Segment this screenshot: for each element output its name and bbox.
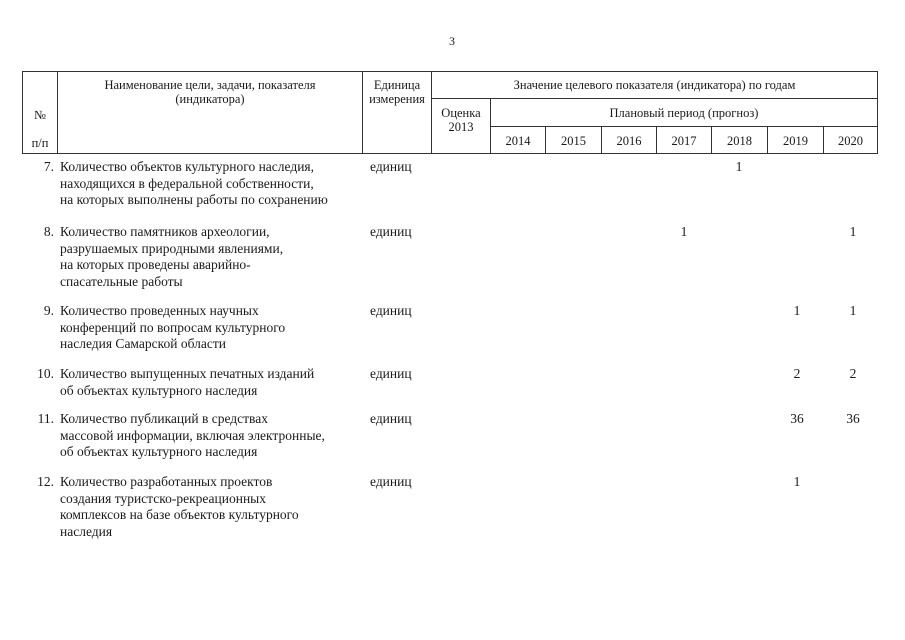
header-unit: Единица измерения <box>369 78 425 106</box>
row-name-line: спасательные работы <box>60 273 183 289</box>
row-name-line: на которых выполнены работы по сохранению <box>60 192 328 207</box>
row-value-2019: 36 <box>790 411 804 426</box>
divider <box>431 98 877 99</box>
row-unit: единиц <box>370 366 412 381</box>
row-name-line: находящихся в федеральной собственности, <box>60 175 314 191</box>
row-unit: единиц <box>370 411 412 426</box>
row-value-2019: 2 <box>793 366 801 381</box>
row-name-line: Количество проведенных научных <box>60 303 259 318</box>
header-estimate-year: 2013 <box>448 120 474 134</box>
header-estimate-label: Оценка <box>441 106 481 120</box>
row-name-line: наследия <box>60 523 113 539</box>
row-number: 11. <box>37 411 54 426</box>
row-name-line: на которых проведены аварийно- <box>60 257 251 272</box>
row-unit: единиц <box>370 159 412 174</box>
row-name <box>60 411 360 461</box>
row-value-2020: 1 <box>849 224 857 239</box>
row-name-line: Количество разработанных проектов <box>60 474 273 489</box>
row-name-line: об объектах культурного наследия <box>60 382 258 398</box>
row-name-line: конференций по вопросам культурного <box>60 319 286 335</box>
row-value-2020: 1 <box>849 303 857 318</box>
row-name <box>60 159 360 209</box>
row-name <box>60 366 360 399</box>
header-year: 2016 <box>616 134 642 148</box>
row-value-2018: 1 <box>735 159 743 174</box>
row-name-line: Количество объектов культурного наследия, <box>60 159 315 174</box>
row-name-line: комплексов на базе объектов культурного <box>60 507 299 522</box>
row-value-2020: 36 <box>846 411 860 426</box>
header-year: 2020 <box>838 134 863 148</box>
row-name <box>60 303 360 353</box>
row-name-line: Количество памятников археологии, <box>60 224 270 239</box>
row-name <box>60 474 360 540</box>
divider <box>57 72 58 154</box>
header-name: Наименование цели, задачи, показателя (индикатора) <box>104 78 316 106</box>
header-plan-period: Плановый период (прогноз) <box>609 106 759 120</box>
row-number: 8. <box>43 224 54 239</box>
row-value-2020: 2 <box>849 366 857 381</box>
row-number: 10. <box>37 366 54 381</box>
row-name-line: Количество публикаций в средствах <box>60 411 268 426</box>
header-year: 2017 <box>671 134 697 148</box>
table-header <box>22 71 878 154</box>
row-name-line: Количество выпущенных печатных изданий <box>60 366 315 381</box>
header-year: 2015 <box>561 134 586 148</box>
row-unit: единиц <box>370 224 412 239</box>
divider <box>490 126 877 127</box>
page-number: 3 <box>449 34 455 48</box>
row-name <box>60 224 360 290</box>
row-name-line: наследия Самарской области <box>60 336 226 351</box>
row-name-line: разрушаемых природными явлениями, <box>60 240 284 256</box>
header-num: № <box>34 108 46 122</box>
header-num-sub: п/п <box>31 136 49 150</box>
row-value-2019: 1 <box>793 303 801 318</box>
header-year: 2018 <box>727 134 752 148</box>
header-value-group: Значение целевого показателя (индикатора) по годам <box>513 78 796 92</box>
header-year: 2019 <box>783 134 808 148</box>
row-unit: единиц <box>370 303 412 318</box>
row-number: 9. <box>43 303 54 318</box>
row-name-line: массовой информации, включая электронные, <box>60 427 325 443</box>
row-number: 7. <box>43 159 54 174</box>
row-value-2019: 1 <box>793 474 801 489</box>
row-number: 12. <box>37 474 54 489</box>
row-unit: единиц <box>370 474 412 489</box>
row-value-2017: 1 <box>680 224 688 239</box>
row-name-line: создания туристско-рекреационных <box>60 490 267 506</box>
header-year: 2014 <box>505 134 531 148</box>
row-name-line: об объектах культурного наследия <box>60 444 258 459</box>
